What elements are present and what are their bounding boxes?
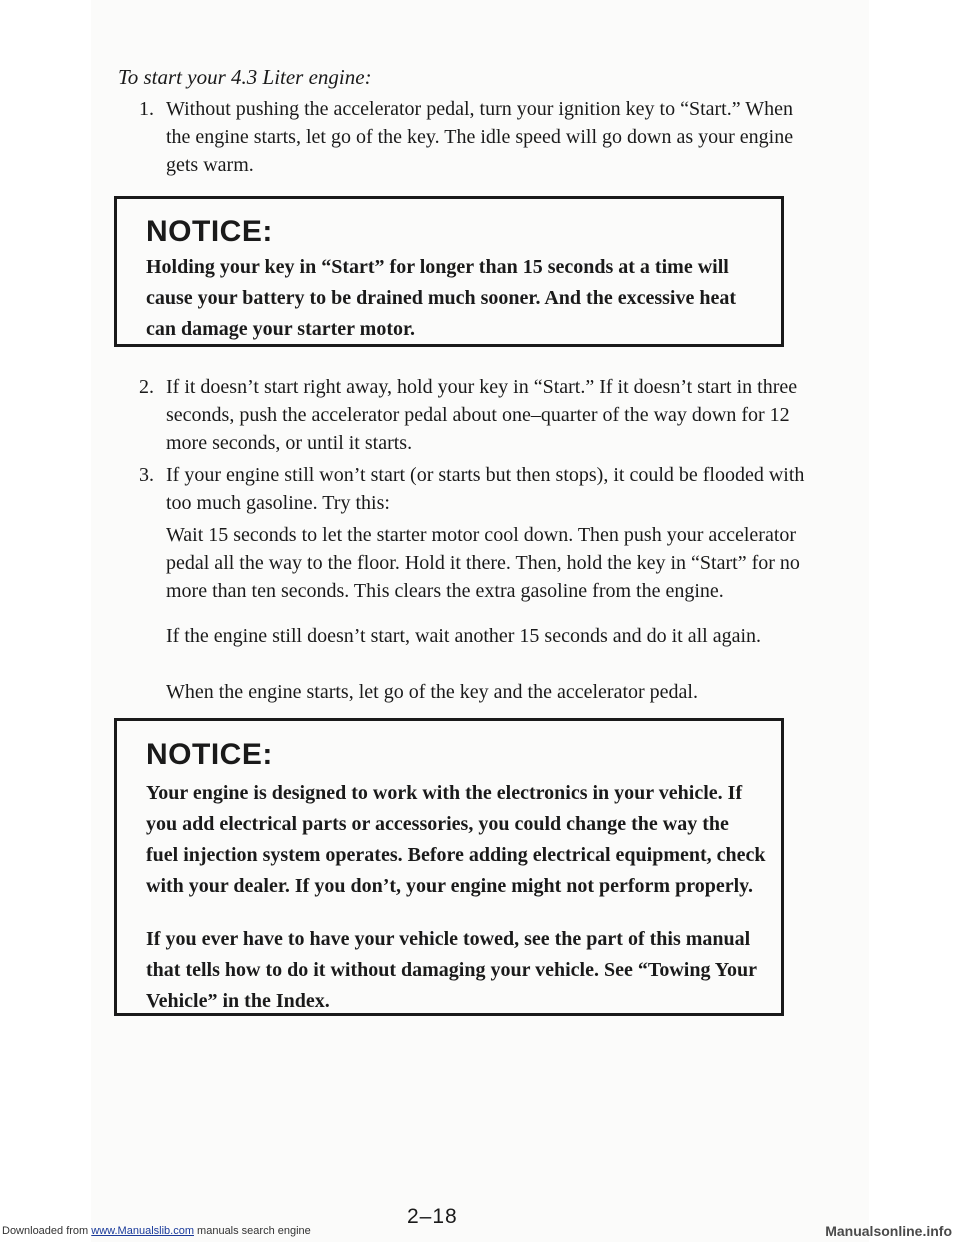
- notice-box: [114, 196, 784, 347]
- manualslib-link[interactable]: www.Manualslib.com: [91, 1225, 194, 1237]
- step-text: If it doesn’t start right away, hold your key in “Start.” If it doesn’t start in three seconds, push the accelerator pedal about one–quarter of the way down for 12 more seconds, or until it starts.: [166, 376, 798, 454]
- paragraph: If the engine still doesn’t start, wait another 15 seconds and do it all again.: [166, 625, 762, 647]
- step-item: [139, 373, 806, 457]
- manual-page: [91, 0, 869, 1242]
- footer-prefix: Downloaded from: [2, 1225, 89, 1237]
- step-number: 3.: [139, 464, 154, 486]
- step-item: [139, 95, 806, 179]
- download-footer: [2, 1225, 311, 1237]
- footer-suffix: manuals search engine: [197, 1225, 311, 1237]
- page-number: 2–18: [407, 1205, 458, 1228]
- notice-box: [114, 718, 784, 1016]
- watermark: Manualsonline.info: [825, 1223, 952, 1239]
- step-item: [139, 461, 806, 517]
- step-text: If your engine still won’t start (or starts but then stops), it could be flooded with too much gasoline. Try this:: [166, 464, 805, 514]
- paragraph: When the engine starts, let go of the key and the accelerator pedal.: [166, 681, 698, 703]
- notice-text: Holding your key in “Start” for longer than 15 seconds at a time will cause your battery to be drained much sooner. And the excessive heat can damage your starter motor.: [146, 256, 736, 340]
- step-number: 2.: [139, 376, 154, 398]
- step-text: Without pushing the accelerator pedal, turn your ignition key to “Start.” When the engine starts, let go of the key. The idle speed will go down as your engine gets warm.: [166, 98, 794, 176]
- notice-title: NOTICE:: [146, 215, 273, 248]
- section-heading: To start your 4.3 Liter engine:: [118, 65, 372, 89]
- notice-text: If you ever have to have your vehicle towed, see the part of this manual that tells how to do it without damaging your vehicle. See “Towing Your Vehicle” in the Index.: [146, 928, 757, 1012]
- notice-title: NOTICE:: [146, 738, 273, 771]
- paragraph: Wait 15 seconds to let the starter motor cool down. Then push your accelerator pedal all the way to the floor. Hold it there. Then, hold the key in “Start” for no more than ten seconds. This clears the extra gasoline from the engine.: [166, 524, 800, 602]
- step-number: 1.: [139, 98, 154, 120]
- notice-text: Your engine is designed to work with the electronics in your vehicle. If you add electrical parts or accessories, you could change the way the fuel injection system operates. Before adding electrical equipment, check with your dealer. If you don’t, your engine might not perform properly.: [146, 782, 766, 897]
